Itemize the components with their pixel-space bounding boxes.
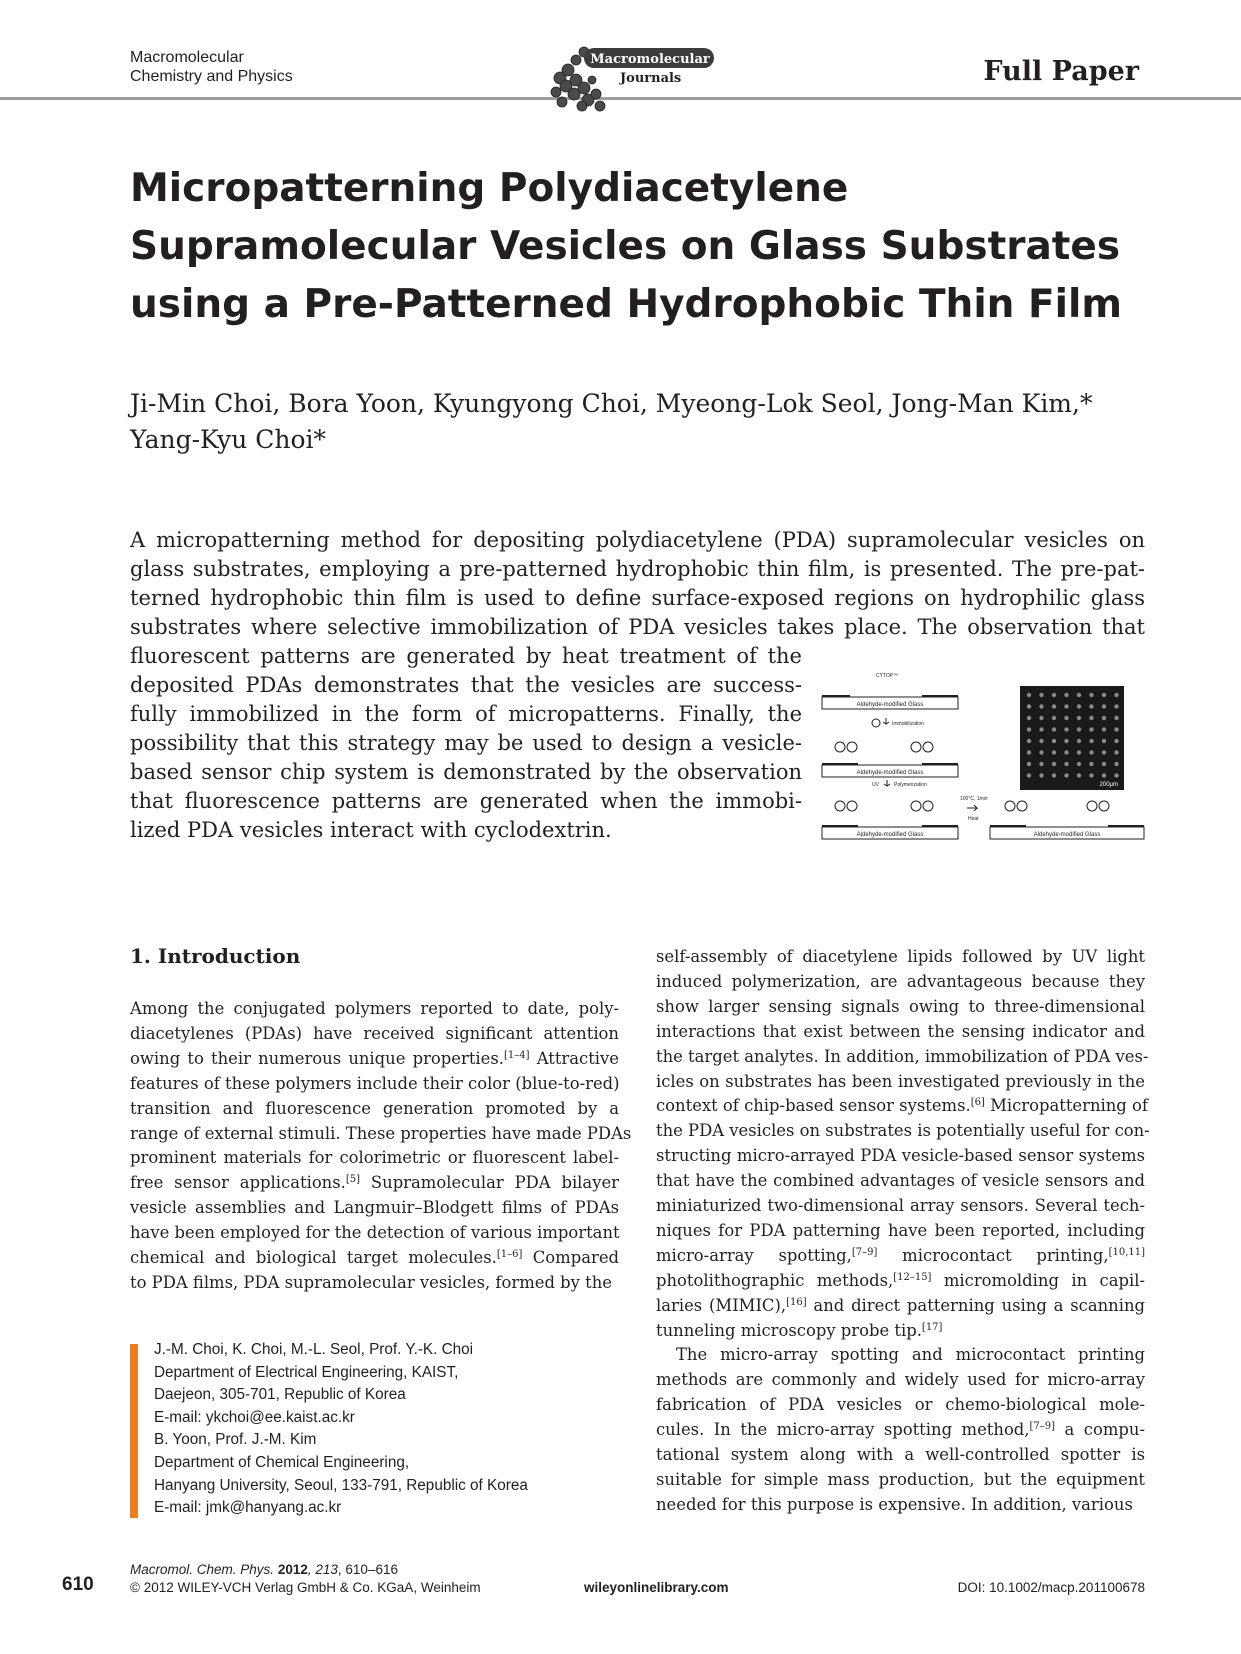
text-span: tational system along with a well-controlled spotter is	[656, 1445, 1145, 1464]
micrograph-dot	[1064, 693, 1068, 697]
micrograph-dot	[1077, 773, 1081, 777]
micrograph-dot	[1052, 739, 1056, 743]
vesicle-icon	[847, 742, 857, 752]
text-span: owing to their numerous unique properties.	[130, 1048, 504, 1068]
website-link[interactable]: wileyonlinelibrary.com	[584, 1580, 729, 1595]
text-line	[656, 1169, 1145, 1194]
abstract-line: deposited PDAs demonstrates that the vesicles are success-	[130, 673, 802, 697]
micrograph-dot	[1027, 773, 1031, 777]
author-line: Yang-Kyu Choi*	[130, 425, 327, 454]
text-line	[656, 1343, 1145, 1368]
text-line	[656, 1119, 1150, 1144]
text-span: features of these polymers include their color (blue-to-red)	[130, 1073, 620, 1093]
text-span: the PDA vesicles on substrates is potentially useful for con-	[656, 1121, 1150, 1141]
text-line	[656, 1443, 1145, 1468]
micrograph-dot	[1089, 727, 1093, 731]
micrograph-dot	[1114, 727, 1118, 731]
text-line	[130, 1196, 619, 1221]
logo-text-line1: Macromolecular	[590, 52, 710, 67]
text-span: structing micro-arrayed PDA vesicle-based sensor systems	[656, 1146, 1145, 1166]
arrow-down-icon	[884, 780, 890, 786]
micrograph-dot	[1039, 750, 1043, 754]
text-span: Attractive	[529, 1048, 619, 1068]
micrograph-dot	[1114, 762, 1118, 766]
text-span: micromolding in capil-	[931, 1270, 1146, 1290]
affiliation-line: Department of Chemical Engineering,	[154, 1453, 410, 1471]
micrograph-dot	[1052, 762, 1056, 766]
vesicle-icon	[1005, 801, 1015, 811]
citation-ref[interactable]: [6]	[970, 1097, 985, 1109]
text-span: chemical and biological target molecules.	[130, 1248, 497, 1267]
micrograph-dot	[1027, 762, 1031, 766]
section-heading: 1. Introduction	[130, 944, 301, 968]
glass-label: Aldehyde-modified Glass	[856, 832, 924, 838]
abstract-line: fully immobilized in the form of micropatterns. Finally, the	[130, 702, 802, 726]
micrograph-dot	[1064, 716, 1068, 720]
article-type-label: Full Paper	[983, 56, 1139, 87]
text-line	[656, 1368, 1145, 1393]
micrograph-dot	[1102, 693, 1106, 697]
abstract-line: A micropatterning method for depositing polydiacetylene (PDA) supramolecular vesicles on	[130, 528, 1145, 552]
text-span: niques for PDA patterning have been reported, including	[656, 1220, 1145, 1240]
vesicle-icon	[911, 742, 921, 752]
text-line	[130, 1122, 632, 1147]
text-span: tunneling microscopy probe tip.	[656, 1320, 922, 1340]
text-line	[130, 997, 619, 1022]
affiliation-line: Department of Electrical Engineering, KAIST,	[154, 1363, 459, 1381]
micrograph-dot	[1089, 750, 1093, 754]
text-line	[656, 1269, 1145, 1294]
text-span: miniaturized two-dimensional array sensors. Several tech-	[656, 1196, 1145, 1215]
micrograph-dot	[1089, 762, 1093, 766]
text-span: suitable for simple mass production, but the equipment	[656, 1469, 1145, 1489]
text-line	[656, 1219, 1145, 1244]
micrograph-dot	[1064, 704, 1068, 708]
citation-ref[interactable]: [17]	[921, 1321, 943, 1333]
micrograph-dot	[1102, 750, 1106, 754]
text-span: to PDA films, PDA supramolecular vesicles, formed by the	[130, 1272, 612, 1292]
affiliation-email: E-mail: ykchoi@ee.kaist.ac.kr	[154, 1408, 355, 1426]
citation-ref[interactable]: [7–9]	[1029, 1421, 1056, 1433]
micrograph-dot	[1102, 727, 1106, 731]
micrograph-dot	[1027, 693, 1031, 697]
micrograph-dot	[1039, 716, 1043, 720]
text-span: icles on substrates has been investigated previously in the	[656, 1071, 1145, 1091]
glass-label: Aldehyde-modified Glass	[856, 770, 924, 776]
text-span: transition and fluorescence generation promoted by a	[130, 1098, 619, 1118]
text-line	[656, 1418, 1145, 1443]
cytop-label: CYTOP™	[876, 673, 899, 679]
text-span: laries (MIMIC),	[656, 1295, 787, 1315]
text-span: self-assembly of diacetylene lipids followed by UV light	[656, 947, 1145, 966]
affiliation-bar	[130, 1344, 138, 1518]
title-line: using a Pre-Patterned Hydrophobic Thin Film	[130, 282, 1123, 327]
polymerization-label: Polymerization	[894, 782, 927, 788]
micrograph-dot	[1064, 762, 1068, 766]
text-line	[130, 1171, 619, 1196]
text-span: diacetylenes (PDAs) have received significant attention	[130, 1023, 619, 1043]
text-span: Among the conjugated polymers reported to date, poly-	[130, 999, 619, 1018]
abstract-line: based sensor chip system is demonstrated by the observation	[130, 760, 802, 784]
citation-ref[interactable]: [1–6]	[496, 1249, 523, 1260]
micrograph-dot	[1027, 739, 1031, 743]
text-line	[130, 1072, 619, 1097]
vesicle-icon	[1017, 801, 1027, 811]
title-line: Supramolecular Vesicles on Glass Substrates	[130, 224, 1121, 269]
glass-label: Aldehyde-modified Glass	[1033, 832, 1101, 838]
text-span: interactions that exist between the sensing indicator and	[656, 1021, 1145, 1041]
text-line	[656, 945, 1145, 970]
abstract-line: that fluorescence patterns are generated when the immobi-	[130, 789, 802, 813]
journal-name	[130, 48, 293, 86]
micrograph-dot	[1052, 750, 1056, 754]
text-line	[656, 1020, 1145, 1045]
micrograph-dot	[1039, 773, 1043, 777]
micrograph-dot	[1114, 773, 1118, 777]
text-span: and direct patterning using a scanning	[806, 1295, 1145, 1315]
micrograph-dot	[1114, 704, 1118, 708]
micrograph-dot	[1052, 693, 1056, 697]
text-line	[656, 995, 1145, 1020]
micrograph-dot	[1052, 716, 1056, 720]
citation-year: 2012	[277, 1562, 308, 1577]
text-span: the target analytes. In addition, immobilization of PDA ves-	[656, 1046, 1149, 1066]
text-span: The micro-array spotting and microcontact printing	[676, 1345, 1145, 1365]
page-number: 610	[62, 1574, 94, 1595]
scale-bar-label: 200μm	[1099, 782, 1118, 788]
copyright: © 2012 WILEY-VCH Verlag GmbH & Co. KGaA, Weinheim	[130, 1580, 481, 1595]
vesicle-icon	[911, 801, 921, 811]
text-span: photolithographic methods,	[656, 1270, 894, 1290]
citation: Macromol. Chem. Phys. 2012, 213, 610–616	[130, 1562, 398, 1577]
text-line	[130, 1246, 619, 1271]
journal-name-line1: Macromolecular	[130, 49, 244, 66]
condition-label: 100°C, 1min	[960, 796, 988, 802]
text-line	[656, 1468, 1145, 1493]
micrograph-dot	[1089, 704, 1093, 708]
micrograph-dot	[1039, 704, 1043, 708]
micrograph-dot	[1052, 773, 1056, 777]
citation-ref[interactable]: [10,11]	[1108, 1246, 1145, 1258]
micrograph-dot	[1039, 762, 1043, 766]
text-span: a compu-	[1055, 1420, 1145, 1440]
micrograph-dot	[1077, 739, 1081, 743]
text-line	[130, 1047, 619, 1072]
text-line	[130, 1146, 619, 1171]
text-line	[130, 1221, 619, 1246]
text-span: Micropatterning of	[984, 1096, 1148, 1116]
micrograph-dot	[1089, 739, 1093, 743]
text-line	[656, 1493, 1145, 1518]
micrograph-dot	[1089, 716, 1093, 720]
text-span: cules. In the micro-array spotting method,	[656, 1420, 1030, 1440]
vesicle-icon	[1099, 801, 1109, 811]
citation-ref[interactable]: [1–4]	[503, 1049, 530, 1061]
title-line: Micropatterning Polydiacetylene	[130, 166, 849, 211]
toc-graphic	[818, 670, 1148, 846]
micrograph-dot	[1039, 727, 1043, 731]
heat-label: Heat	[968, 816, 979, 822]
glass-label: Aldehyde-modified Glass	[856, 702, 924, 708]
text-span: induced polymerization, are advantageous because they	[656, 971, 1145, 991]
text-span: show larger sensing signals owing to three-dimensional	[656, 996, 1145, 1016]
text-span: micro-array spotting,	[656, 1245, 852, 1265]
affiliation-line: B. Yoon, Prof. J.-M. Kim	[154, 1431, 317, 1449]
text-line	[130, 1271, 619, 1296]
text-line	[130, 1022, 619, 1047]
affiliation-line: J.-M. Choi, K. Choi, M.-L. Seol, Prof. Y.-K. Choi	[154, 1341, 474, 1358]
micrograph-dot	[1077, 693, 1081, 697]
micrograph-dot	[1064, 727, 1068, 731]
text-span: have been employed for the detection of various important	[130, 1223, 620, 1243]
micrograph-dot	[1077, 762, 1081, 766]
citation-ref[interactable]: [7–9]	[851, 1246, 878, 1258]
text-line	[656, 1393, 1145, 1418]
journal-logo	[540, 34, 720, 116]
micrograph-dot	[1114, 716, 1118, 720]
micrograph-dot	[1027, 750, 1031, 754]
citation-ref[interactable]: [12–15]	[893, 1271, 932, 1283]
text-line	[656, 1194, 1145, 1219]
author-list	[130, 386, 1150, 458]
micrograph-dot	[1077, 750, 1081, 754]
micrograph-dot	[1064, 773, 1068, 777]
text-line	[656, 1144, 1145, 1169]
micrograph-dot	[1102, 716, 1106, 720]
text-span: context of chip-based sensor systems.	[656, 1096, 971, 1116]
text-line	[656, 1244, 1145, 1269]
text-line	[656, 1070, 1145, 1095]
abstract-line: fluorescent patterns are generated by heat treatment of the	[130, 644, 802, 668]
journal-abbrev: Macromol. Chem. Phys.	[130, 1562, 275, 1577]
text-span: range of external stimuli. These properties have made PDAs	[130, 1123, 632, 1143]
abstract-line: terned hydrophobic thin film is used to define surface-exposed regions on hydrophilic glass	[130, 586, 1145, 610]
text-line	[656, 1319, 1145, 1344]
text-line	[656, 970, 1145, 995]
vesicle-icon	[923, 801, 933, 811]
micrograph-dot	[1027, 716, 1031, 720]
citation-ref[interactable]: [5]	[345, 1174, 361, 1186]
micrograph-dot	[1102, 739, 1106, 743]
text-line	[130, 1097, 619, 1122]
abstract-line: glass substrates, employing a pre-patterned hydrophobic thin film, is presented. The pre-pat-	[130, 557, 1145, 581]
affiliation-line: Hanyang University, Seoul, 133-791, Republic of Korea	[154, 1476, 528, 1494]
abstract-line: possibility that this strategy may be used to design a vesicle-	[130, 731, 802, 755]
vesicle-icon	[835, 801, 845, 811]
doi[interactable]: DOI: 10.1002/macp.201100678	[957, 1580, 1145, 1595]
micrograph-dot	[1064, 739, 1068, 743]
text-span: Supramolecular PDA bilayer	[360, 1173, 619, 1193]
text-span: that have the combined advantages of vesicle sensors and	[656, 1171, 1145, 1191]
micrograph-dot	[1077, 727, 1081, 731]
text-span: fabrication of PDA vesicles or chemo-biological mole-	[656, 1395, 1145, 1415]
micrograph-dot	[1114, 739, 1118, 743]
micrograph-dot	[1039, 739, 1043, 743]
logo-text-line2: Journals	[620, 71, 682, 86]
micrograph-dot	[1102, 704, 1106, 708]
vesicle-icon	[847, 801, 857, 811]
vesicle-icon	[872, 719, 880, 727]
citation-ref[interactable]: [16]	[786, 1296, 807, 1308]
arrow-down-icon	[883, 718, 889, 724]
paper-title	[130, 160, 1140, 334]
citation-pages: , 610–616	[337, 1562, 398, 1577]
text-span: needed for this purpose is expensive. In addition, various	[656, 1494, 1133, 1514]
immobilization-label: Immobilization	[892, 721, 924, 727]
micrograph-dot	[1052, 704, 1056, 708]
affiliations	[154, 1339, 528, 1520]
micrograph-dot	[1027, 704, 1031, 708]
text-span: methods are commonly and widely used for micro-array	[656, 1370, 1145, 1390]
journal-name-line2: Chemistry and Physics	[130, 68, 293, 85]
affiliation-email: E-mail: jmk@hanyang.ac.kr	[154, 1499, 342, 1517]
vesicle-icon	[835, 742, 845, 752]
text-span: prominent materials for colorimetric or fluorescent label-	[130, 1148, 619, 1168]
text-line	[656, 1094, 1148, 1119]
micrograph-dot	[1064, 750, 1068, 754]
micrograph-dot	[1077, 716, 1081, 720]
text-span: microcontact printing,	[877, 1245, 1109, 1265]
text-span: Compared	[522, 1248, 620, 1267]
text-span: free sensor applications.	[130, 1173, 346, 1193]
citation-volume: 213	[315, 1562, 338, 1577]
micrograph-dot	[1102, 762, 1106, 766]
fluorescence-micrograph	[1020, 686, 1124, 790]
micrograph-dot	[1114, 693, 1118, 697]
micrograph-dot	[1039, 693, 1043, 697]
vesicle-icon	[1087, 801, 1097, 811]
micrograph-dot	[1089, 693, 1093, 697]
uv-label: UV	[872, 782, 879, 788]
micrograph-dot	[1114, 750, 1118, 754]
text-line	[656, 1045, 1149, 1070]
vesicle-icon	[923, 742, 933, 752]
affiliation-line: Daejeon, 305-701, Republic of Korea	[154, 1386, 406, 1404]
text-span: vesicle assemblies and Langmuir–Blodgett films of PDAs	[130, 1198, 619, 1218]
abstract-line: substrates where selective immobilization of PDA vesicles takes place. The observation that	[130, 615, 1145, 639]
abstract-line: lized PDA vesicles interact with cyclodextrin.	[130, 818, 612, 842]
author-line: Ji-Min Choi, Bora Yoon, Kyungyong Choi, Myeong-Lok Seol, Jong-Man Kim,*	[130, 389, 1093, 418]
arrow-right-icon	[967, 805, 977, 811]
micrograph-dot	[1052, 727, 1056, 731]
micrograph-dot	[1089, 773, 1093, 777]
text-line	[656, 1294, 1145, 1319]
micrograph-dot	[1077, 704, 1081, 708]
micrograph-dot	[1102, 773, 1106, 777]
micrograph-dot	[1027, 727, 1031, 731]
